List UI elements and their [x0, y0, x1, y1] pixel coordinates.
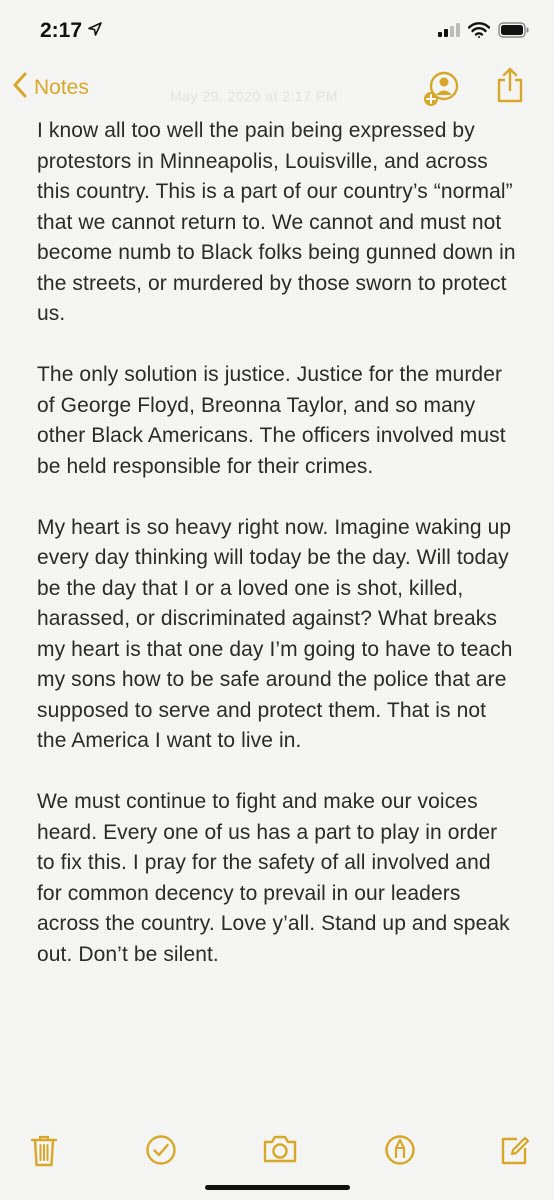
- note-paragraph: The only solution is justice. Justice for the murder of George Floyd, Breonna Taylor, and so many other Black Americans. The officers involved must be held responsible for their crimes.: [37, 363, 506, 478]
- status-bar: [0, 0, 554, 60]
- home-indicator[interactable]: [205, 1185, 350, 1190]
- note-paragraph: My heart is so heavy right now. Imagine waking up every day thinking will today be the day. Will today be the day that I or a loved one is shot, killed, harassed, or discriminated against? What breaks my heart is that one day I’m going to have to teach my sons how to be safe around the police that are supposed to serve and protect them. That is not the America I want to live in.: [37, 515, 513, 752]
- chevron-left-icon: [12, 72, 28, 103]
- status-time: 2:17: [40, 19, 83, 42]
- navigation-bar: [0, 60, 554, 116]
- share-button[interactable]: [495, 67, 525, 108]
- cellular-signal-icon: [438, 23, 462, 42]
- location-arrow-icon: [88, 22, 102, 41]
- wifi-icon: [468, 22, 490, 43]
- bottom-toolbar: [0, 1130, 554, 1180]
- add-people-button[interactable]: [422, 69, 462, 114]
- back-label: Notes: [34, 75, 89, 99]
- checklist-icon[interactable]: [145, 1134, 177, 1171]
- markup-icon[interactable]: [384, 1134, 416, 1171]
- compose-icon[interactable]: [500, 1134, 530, 1171]
- note-body[interactable]: [37, 116, 517, 970]
- battery-icon: [498, 22, 530, 43]
- camera-icon[interactable]: [262, 1134, 298, 1169]
- note-paragraph: I know all too well the pain being expressed by protestors in Minneapolis, Louisville, and across this country. This is a part of our country’s “normal” that we cannot return to. We cannot and must not become numb to Black folks being gunned down in the streets, or murdered by those sworn to protect us.: [37, 119, 516, 325]
- back-button[interactable]: [12, 72, 89, 103]
- note-date: May 29, 2020 at 2:17 PM: [170, 88, 338, 104]
- note-paragraph: We must continue to fight and make our voices heard. Every one of us has a part to play in order to fix this. I pray for the safety of all involved and for common decency to prevail in our leaders across the country. Love y’all. Stand up and speak out. Don’t be silent.: [37, 790, 510, 966]
- trash-icon[interactable]: [30, 1134, 58, 1173]
